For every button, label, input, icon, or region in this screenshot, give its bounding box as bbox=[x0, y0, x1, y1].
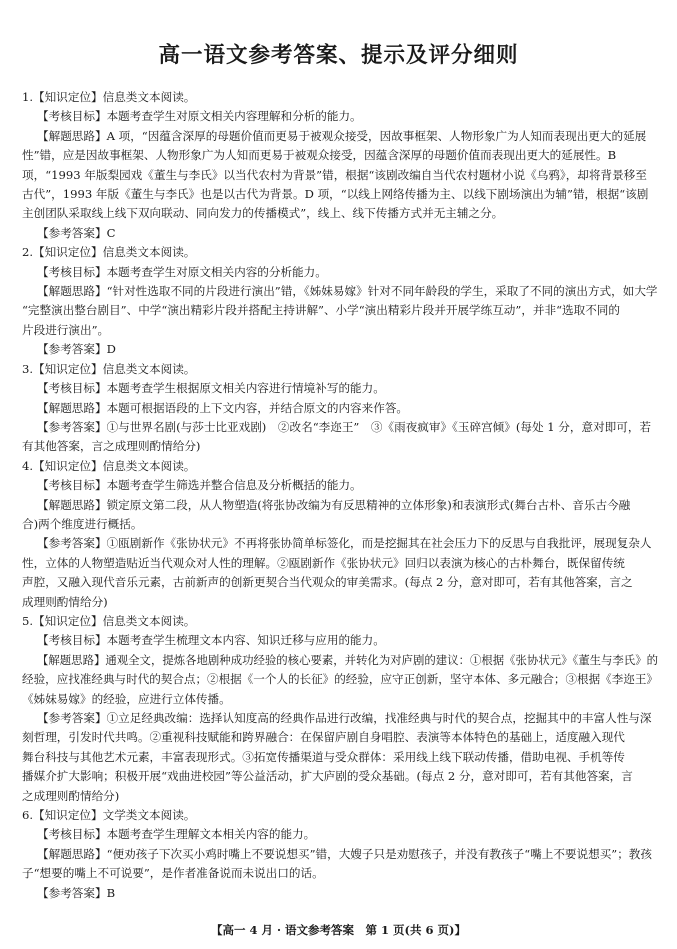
q3-knowledge: 3.【知识定位】信息类文本阅读。 bbox=[22, 361, 196, 376]
q5-answer: 【参考答案】①立足经典改编：选择认知度高的经典作品进行改编，找准经典与时代的契合点，挖掘其中的丰富人性与深 bbox=[37, 711, 652, 725]
q1-analysis: 古代”，1993 年版《董生与李氏》也是以古代为背景。D 项，“以线上网络传播为主、以线下剧场演出为辅”错，根据“该剧 bbox=[22, 187, 649, 202]
q4-analysis: 合)两个维度进行概括。 bbox=[22, 516, 143, 531]
q3-analysis: 【解题思路】本题可根据语段的上下文内容，并结合原文的内容来作答。 bbox=[37, 400, 409, 415]
q3-objective: 【考核目标】本题考查学生根据原文相关内容进行情境补写的能力。 bbox=[37, 381, 385, 396]
q4-answer: 性，立体的人物塑造贴近当代观众对人性的理解。②瓯剧新作《张协状元》回归以表演为核心的古朴舞台，既保留传统 bbox=[22, 555, 625, 570]
q2-knowledge: 2.【知识定位】信息类文本阅读。 bbox=[22, 245, 196, 260]
q5-analysis: 【解题思路】通观全文，提炼各地剧种成功经验的核心要素，并转化为对庐剧的建议：①根据《张协状元》《董生与李氏》的 bbox=[37, 652, 658, 667]
q5-answer: 刻哲理，引发时代共鸣。②重视科技赋能和跨界融合：在保留庐剧自身唱腔、表演等本体特色的基础上，适度融入现代 bbox=[22, 730, 625, 745]
q5-answer: 播媒介扩大影响；积极开展“戏曲进校园”等公益活动，扩大庐剧的受众基础。(每点 2 分，意对即可，若有其他答案，言 bbox=[22, 769, 633, 784]
q3-answer: 有其他答案，言之成理则酌情给分) bbox=[22, 439, 201, 454]
q6-analysis: 子“想要的嘴上不可说要”，是作者准备说而未说出口的话。 bbox=[22, 866, 324, 881]
q1-analysis: 主创团队采取线上线下双向联动、同向发力的传播模式”，线上、线下传播方式并无主辅之分。 bbox=[22, 206, 504, 221]
q4-answer: 声腔，又融入现代音乐元素，古前新声的创新更契合当代观众的审美需求。(每点 2 分，意对即可，若有其他答案，言之 bbox=[22, 575, 633, 590]
q1-objective: 【考核目标】本题考查学生对原文相关内容理解和分析的能力。 bbox=[37, 109, 362, 124]
q1-answer: 【参考答案】C bbox=[37, 225, 116, 240]
q4-analysis: 【解题思路】锁定原文第二段，从人物塑造(将张协改编为有反思精神的立体形象)和表演形式(舞台古朴、音乐古今融 bbox=[37, 497, 631, 512]
q5-objective: 【考核目标】本题考查学生梳理文本内容、知识迁移与应用的能力。 bbox=[37, 633, 385, 648]
page-title: 高一语文参考答案、提示及评分细则 bbox=[158, 43, 519, 68]
q5-analysis: 经验，应找准经典与时代的契合点；②根据《一个人的长征》的经验，应守正创新，坚守本体、多元融合；③根据《李迩王》 bbox=[22, 672, 658, 687]
q1-analysis: 项，“1993 年版梨园戏《董生与李氏》以当代农村为背景”错，根据“该剧改编自当代农村题材小说《乌鸦》，却将背景移至 bbox=[22, 167, 647, 182]
q6-knowledge: 6.【知识定位】文学类文本阅读。 bbox=[22, 808, 196, 823]
q2-answer: 【参考答案】D bbox=[37, 342, 116, 357]
q4-objective: 【考核目标】本题考查学生筛选并整合信息及分析概括的能力。 bbox=[37, 478, 362, 493]
q6-objective: 【考核目标】本题考查学生理解文本相关内容的能力。 bbox=[37, 827, 316, 842]
q2-analysis: “完整演出整台剧目”、中学“演出精彩片段并搭配主持讲解”、小学“演出精彩片段并开展学练互动”，并非“选取不同的 bbox=[22, 303, 620, 318]
q5-answer: 舞台科技与其他艺术元素，丰富表现形式。③拓宽传播渠道与受众群体：采用线上线下联动传播，借助电视、手机等传 bbox=[22, 749, 625, 764]
page-footer: 【高一 4 月 · 语文参考答案 第 1 页(共 6 页)】 bbox=[211, 923, 466, 937]
q2-analysis: 【解题思路】“针对性选取不同的片段进行演出”错，《姊妹易嫁》针对不同年龄段的学生，采取了不同的演出方式，如大学 bbox=[37, 284, 658, 299]
q5-analysis: 《姊妹易嫁》的经验，应进行立体传播。 bbox=[22, 691, 231, 706]
q5-knowledge: 5.【知识定位】信息类文本阅读。 bbox=[22, 613, 196, 628]
q5-answer: 之成理则酌情给分) bbox=[22, 788, 120, 803]
q2-objective: 【考核目标】本题考查学生对原文相关内容的分析能力。 bbox=[37, 264, 327, 279]
q4-answer: 成理则酌情给分) bbox=[22, 594, 108, 609]
q4-knowledge: 4.【知识定位】信息类文本阅读。 bbox=[22, 458, 196, 473]
q3-answer: 【参考答案】①与世界名剧(与莎士比亚戏剧) ②改名“李迩王” ③《雨夜疯审》《玉碎宫倾》(每处 1 分，意对即可，若 bbox=[37, 419, 652, 434]
answer-content bbox=[22, 88, 658, 903]
q1-analysis: 【解题思路】A 项，“因蕴含深厚的母题价值而更易于被观众接受，因故事框架、人物形象广为人知而表现出更大的延展 bbox=[37, 128, 647, 143]
q1-analysis: 性”错，应是因故事框架、人物形象广为人知而更易于被观众接受，因蕴含深厚的母题价值而表现出更大的延展性。B bbox=[22, 148, 617, 163]
q1-knowledge: 1.【知识定位】信息类文本阅读。 bbox=[22, 90, 196, 104]
q6-analysis: 【解题思路】“便劝孩子下次买小鸡时嘴上不要说想买”错，大嫂子只是劝慰孩子，并没有教孩子“嘴上不要说想买”；教孩 bbox=[37, 846, 652, 861]
q4-answer: 【参考答案】①瓯剧新作《张协状元》不再将张协简单标签化，而是挖掘其在社会压力下的反思与自我批评，展现复杂人 bbox=[37, 536, 652, 551]
q2-analysis: 片段进行演出”。 bbox=[22, 322, 110, 337]
q6-answer: 【参考答案】B bbox=[37, 885, 116, 900]
